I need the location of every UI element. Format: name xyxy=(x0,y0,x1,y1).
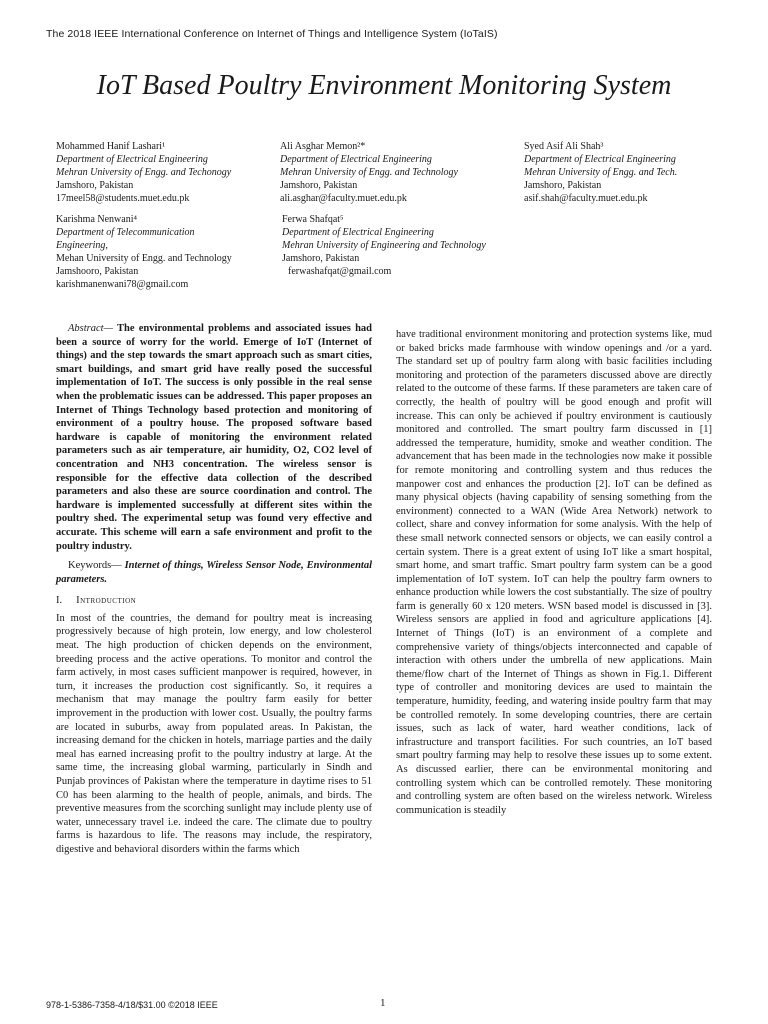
abstract xyxy=(56,322,372,553)
abstract-text: The environmental problems and associated issues had been a source of worry for the world. Emerge of IoT (Internet of things) and the step towards the smart approach such as smart cities, smart buildings, and smart grid have really posed the successful implementation of IoT. The success is only possible in the real sense when the problematic issues can be addressed. This paper proposes an Internet of Things Technology based protection and monitoring of environment of a poultry house. The proposed software based hardware is capable of monitoring the environment related parameters such as air temperature, air humidity, O2, CO2 level of concentration and NH3 concentration. The wireless sensor is responsible for the effective data collection of the described parameters and also these are source coordination and control. The hardware is implemented successfully at different sites within the poultry shed. The experimental setup was found very effective and accurate. This scheme will earn a safe environment and profit to the poultry industry. xyxy=(56,323,372,552)
author-block-4 xyxy=(56,213,232,291)
author-city: Jamshoro, Pakistan xyxy=(524,180,602,191)
author-city: Jamshoro, Pakistan xyxy=(280,180,358,191)
author-dept: Department of Electrical Engineering xyxy=(524,154,676,165)
author-block-2 xyxy=(280,140,458,205)
footer-copyright: 978-1-5386-7358-4/18/$31.00 ©2018 IEEE xyxy=(46,1000,218,1010)
author-university: Mehran University of Engineering and Technology xyxy=(282,240,486,251)
author-block-5 xyxy=(282,213,486,278)
author-email: ferwashafqat@gmail.com xyxy=(288,266,392,277)
author-name: Ali Asghar Memon²* xyxy=(280,141,366,152)
author-dept: Department of Electrical Engineering xyxy=(280,154,432,165)
author-email: 17meel58@students.muet.edu.pk xyxy=(56,193,190,204)
intro-paragraph-right: have traditional environment monitoring and protection systems like, mud or baked bricks made farmhouse with window openings and /or a yard. The standard set up of poultry farm along with basic facilities including monitoring and protection of the parameters discussed above are directly related to the outcome of these farms. If these parameters are taken care of correctly, the health of poultry will be good enough and profit will increase. This can only be achieved if poultry environment is cautiously monitored and controlled. The smart poultry farm discussed in [1] addressed the temperature, humidity, smoke and weather condition. The advancement that has been made in the technologies now make it possible for remote monitoring and controlling system and thus reduces the manpower cost and enhances the production [2]. IoT can be defined as many physical objects (having capability of sensing something from the environment) connected to a WAN (Wide Area Network) network to collect, share and convey information for some analysis. With the help of these small network connected sensors or objects, we can easily control a certain system. There is a great extent of using IoT like a smart hospital, smart home, and smart traffic. Smart poultry farm system can be a good implementation of IoT system. IoT can help the poultry farm owners to enhance production while lowers the cost substantially. The size of poultry farm is generally 60 x 120 meters. WSN based model is discussed in [3]. Wireless sensors are applied in food and agriculture applications [4]. Internet of Things (IoT) is an environment of a complete and comprehensive variety of things/objects interconnected and capable of interaction with others under the umbrella of new applications. Main theme/flow chart of the Internet of Things as shown in Fig.1. Different type of controller and monitoring devices are used to maintain the temperature, humidity, feeding, and watering inside poultry farm that may be controlled remotely. In some developing countries, there are certain issues, such as lack of water, hard weather conditions, lack of infrastructure and transport facilities. For such countries, an IoT based smart poultry farming may help to resolve these issues up to some extent. As discussed earlier, there can be environmental monitoring and controlling system which can be controlled remotely. These monitoring and controlling system are often based on the wireless network. Wireless communication is steadily xyxy=(396,329,712,816)
section-title: Introduction xyxy=(76,595,137,607)
paper-title: IoT Based Poultry Environment Monitoring System xyxy=(96,70,672,101)
author-city: Jamshoro, Pakistan xyxy=(56,180,134,191)
author-name: Karishma Nenwani⁴ xyxy=(56,214,137,225)
author-email: karishmanenwani78@gmail.com xyxy=(56,279,189,290)
page-number: 1 xyxy=(380,997,386,1009)
author-name: Ferwa Shafqat⁵ xyxy=(282,214,344,225)
section-heading-introduction xyxy=(56,594,372,608)
author-dept-continued: Engineering, xyxy=(56,240,108,251)
left-column xyxy=(56,322,372,857)
abstract-lead: Abstract— xyxy=(68,323,113,334)
intro-paragraph-left: In most of the countries, the demand for poultry meat is increasing progressively because of high protein, low energy, and low cholesterol meat. The high production of chicken depends on the environment, breeding process and the active operations. To monitor and control the farm actively, in most cases sufficient manpower is required, however, in turn, it increases the production cost significantly. So, it requires a mechanism that may manage the poultry farm easily for better improvement in the production with lower cost. Usually, the poultry farms are located in suburbs, away from populated areas. In Pakistan, the increasing demand for the chicken in hotels, marriage parties and the daily meal has earned increasing profit to the poultry industry at large. At the same time, the increasing global warming, particularly in Sindh and Punjab provinces of Pakistan where the temperature in daytime rises to 51 C0 has been alarming to the health of people, animals, and birds. The preventive measures from the scorching sunlight may include plenty use of water, unnecessary travel i.e. indeed the care. The climate due to poultry farms is hazardous to life. The reasons may include, the respiratory, digestive and behavioral disorders within the farms which xyxy=(56,612,372,855)
author-email: ali.asghar@faculty.muet.edu.pk xyxy=(280,193,407,204)
author-name: Mohammed Hanif Lashari¹ xyxy=(56,141,166,152)
author-email: asif.shah@faculty.muet.edu.pk xyxy=(524,193,648,204)
author-name: Syed Asif Ali Shah³ xyxy=(524,141,604,152)
keywords-lead: Keywords— xyxy=(68,560,122,572)
author-dept: Department of Electrical Engineering xyxy=(56,154,208,165)
keywords xyxy=(56,559,372,586)
conference-header: The 2018 IEEE International Conference on Internet of Things and Intelligence System (IoTaIS) xyxy=(46,28,498,40)
author-university: Mehran University of Engg. and Techonogy xyxy=(56,167,232,178)
author-block-3 xyxy=(524,140,677,205)
author-city: Jamshooro, Pakistan xyxy=(56,266,139,277)
author-dept: Department of Telecommunication xyxy=(56,227,195,238)
author-city: Jamshoro, Pakistan xyxy=(282,253,360,264)
keywords-text: Internet of things, Wireless Sensor Node, Environmental parameters. xyxy=(56,560,372,585)
author-university: Mehran University of Engg. and Technology xyxy=(280,167,458,178)
section-number: I. xyxy=(56,595,63,607)
right-column xyxy=(396,328,712,817)
author-block-1 xyxy=(56,140,231,205)
author-university: Mehan University of Engg. and Technology xyxy=(56,253,232,264)
author-university: Mehran University of Engg. and Tech. xyxy=(524,167,678,178)
author-dept: Department of Electrical Engineering xyxy=(282,227,434,238)
